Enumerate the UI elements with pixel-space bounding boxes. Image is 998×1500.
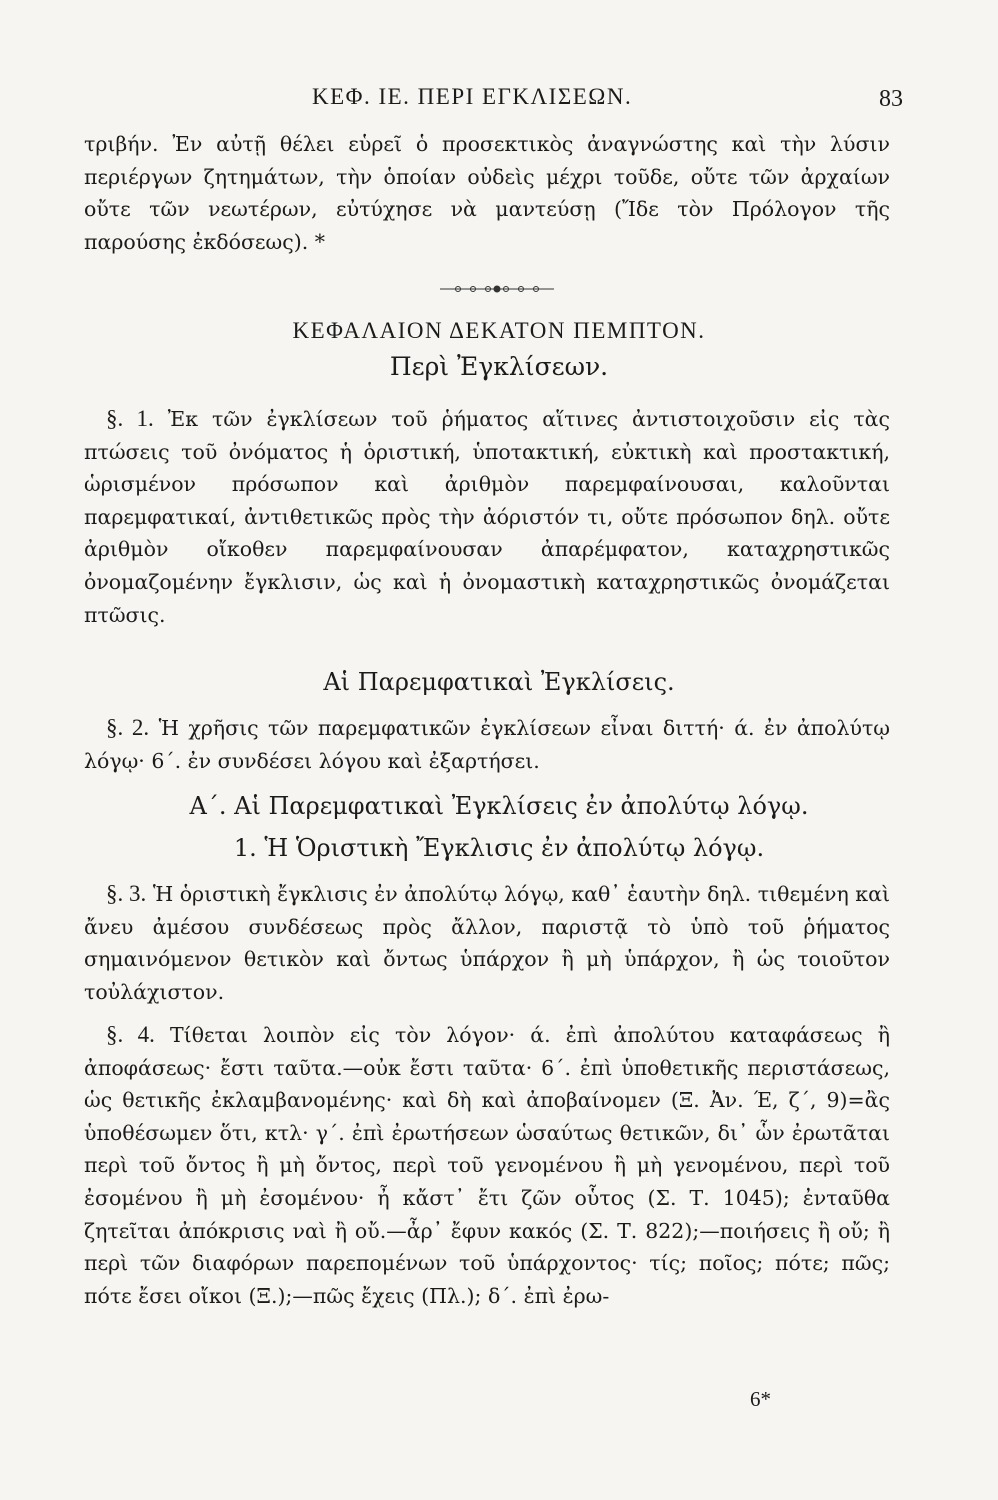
running-title: ΚΕΦ. ΙΕ. ΠΕΡΙ ΕΓΚΛΙΣΕΩΝ.: [312, 84, 633, 109]
section-3-label: §. 3.: [106, 881, 147, 906]
section-4: [84, 1019, 890, 1312]
heading-absolute: Α΄. Αἱ Παρεμφατικαὶ Ἐγκλίσεις ἐν ἀπολύτῳ λόγῳ.: [189, 792, 809, 820]
section-4-label: §. 4.: [106, 1022, 155, 1047]
section-3: [84, 878, 890, 1008]
section-1-label: §. 1.: [106, 406, 154, 431]
section-2-label: §. 2.: [106, 715, 150, 740]
section-3-text: Ἡ ὁριστικὴ ἔγκλισις ἐν ἀπολύτῳ λόγῳ, καθ᾽ ἑαυτὴν δηλ. τιθεμένη καὶ ἄνευ ἀμέσου συνδέσεως πρὸς ἄλλον, παριστᾷ τὸ ὑπὸ τοῦ ῥήματος σημαινόμενον θετικὸν καὶ ὄντως ὑπάρχον ἢ μὴ ὑπάρχον, ἢ ὡς τοιοῦτον τοὐλάχιστον.: [84, 882, 890, 1004]
section-1-text: Ἐκ τῶν ἐγκλίσεων τοῦ ῥήματος αἵτινες ἀντιστοιχοῦσιν εἰς τὰς πτώσεις τοῦ ὀνόματος ἡ ὁριστική, ὑποτακτική, εὐκτικὴ καὶ προστακτική, ὡρισμένον πρόσωπον καὶ ἀριθμὸν παρεμφαίνουσαι, καλοῦνται παρεμφατικαί, ἀντιθετικῶς πρὸς τὴν ἀόριστόν τι, οὔτε πρόσωπον δηλ. οὔτε ἀριθμὸν οἴκοθεν παρεμφαίνουσαν ἀπαρέμφατον, καταχρηστικῶς ὀνομαζομένην ἔγκλισιν, ὡς καὶ ἡ ὀνομαστικὴ καταχρηστικῶς ὀνομάζεται πτῶσις.: [84, 407, 890, 627]
section-4-text: Τίθεται λοιπὸν εἰς τὸν λόγον· ά. ἐπὶ ἀπολύτου καταφάσεως ἢ ἀποφάσεως· ἔστι ταῦτα.—οὐκ ἔστι ταῦτα· 6΄. ἐπὶ ὑποθετικῆς περιστάσεως, ὡς θετικῆς ἐκλαμβανομένης· καὶ δὴ καὶ ἀποβαίνομεν (Ξ. Ἀν. Έ, ζ΄, 9)=ἂς ὑποθέσωμεν ὅτι, κτλ· γ΄. ἐπὶ ἐρωτήσεων ὡσαύτως θετικῶν, δι᾽ ὧν ἐρωτᾶται περὶ τοῦ ὄντος ἢ μὴ ὄντος, περὶ τοῦ γενομένου ἢ μὴ γενομένου, περὶ τοῦ ἐσομένου ἢ μὴ ἐσομένου· ἦ κἄστ᾽ ἔτι ζῶν οὗτος (Σ. Τ. 1045); ἐνταῦθα ζητεῖται ἀπόκρισις ναὶ ἢ οὔ.—ἆρ᾽ ἔφυν κακός (Σ. Τ. 822);—ποιήσεις ἢ οὔ; ἢ περὶ τῶν διαφόρων παρεπομένων τοῦ ὑπάρχοντος· τίς; ποῖος; πότε; πῶς; πότε ἔσει οἴκοι (Ξ.);—πῶς ἔχεις (Πλ.); δ΄. ἐπὶ ἐρω-: [84, 1023, 891, 1308]
page-number: 83: [879, 86, 903, 112]
chapter-subtitle: Περὶ Ἐγκλίσεων.: [389, 352, 609, 381]
ornament-divider-icon: [438, 283, 556, 295]
running-head: [80, 78, 903, 118]
heading-indicative: 1. Ἡ Ὁριστικὴ Ἔγκλισις ἐν ἀπολύτῳ λόγῳ.: [233, 834, 765, 862]
heading-parempfatikai: Αἱ Παρεμφατικαὶ Ἐγκλίσεις.: [323, 668, 675, 696]
section-2-text: Ἡ χρῆσις τῶν παρεμφατικῶν ἐγκλίσεων εἶναι διττή· ά. ἐν ἀπολύτῳ λόγῳ· 6΄. ἐν συνδέσει λόγου καὶ ἐξαρτήσει.: [84, 716, 891, 773]
section-2: [84, 712, 890, 777]
chapter-title: ΚΕΦΑΛΑΙΟΝ ΔΕΚΑΤΟΝ ΠΕΜΠΤΟΝ.: [292, 318, 706, 343]
signature-mark: 6*: [750, 1387, 771, 1411]
section-1: [84, 403, 890, 631]
intro-paragraph: τριβήν. Ἐν αὐτῇ θέλει εὑρεῖ ὁ προσεκτικὸς ἀναγνώστης καὶ τὴν λύσιν περιέργων ζητημάτων, τὴν ὁποίαν οὐδεὶς μέχρι τοῦδε, οὔτε τῶν ἀρχαίων οὔτε τῶν νεωτέρων, εὐτύχησε νὰ μαντεύσῃ (Ἴδε τὸν Πρόλογον τῆς παρούσης ἐκδόσεως). *: [84, 132, 890, 254]
